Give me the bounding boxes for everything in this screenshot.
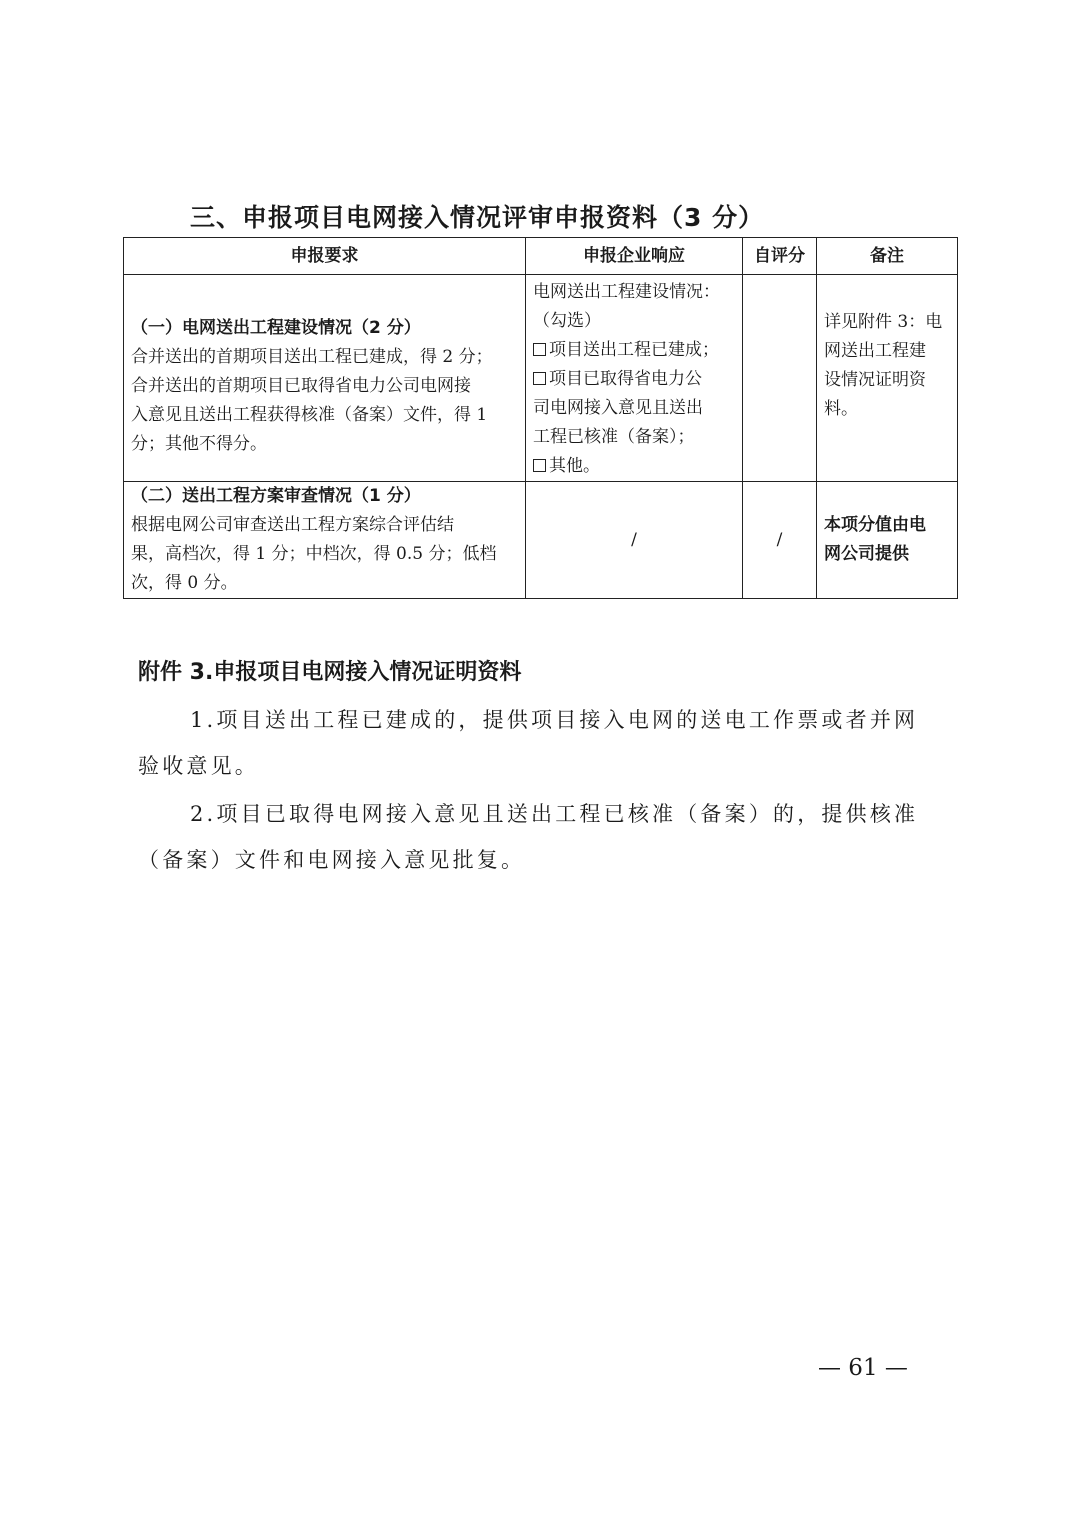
requirement-text-line: 入意见且送出工程获得核准（备案）文件，得 1 <box>131 404 488 425</box>
checkbox-other[interactable] <box>533 459 546 472</box>
requirement-title: （一）电网送出工程建设情况（2 分） <box>131 317 421 338</box>
remark-line: 网送出工程建 <box>824 341 926 361</box>
requirement-cell <box>124 482 526 599</box>
paragraph-line: 验收意见。 <box>138 754 259 778</box>
checkbox-approved[interactable] <box>533 372 546 385</box>
requirement-text-line: 根据电网公司审查送出工程方案综合评估结 <box>131 515 454 535</box>
checkbox-built[interactable] <box>533 343 546 356</box>
response-option[interactable] <box>533 452 736 481</box>
scoring-table <box>123 237 958 599</box>
header-remark: 备注 <box>817 238 958 275</box>
self-score-cell: / <box>743 482 817 599</box>
table-row <box>124 275 958 482</box>
paragraph-line: 1.项目送出工程已建成的，提供项目接入电网的送电工作票或者并网 <box>190 708 919 732</box>
header-self-score: 自评分 <box>743 238 817 275</box>
requirement-text-line: 分；其他不得分。 <box>131 433 267 454</box>
requirement-cell <box>124 275 526 482</box>
remark-line: 本项分值由电 <box>824 515 926 535</box>
requirement-text-line: 合并送出的首期项目送出工程已建成，得 2 分； <box>131 346 493 367</box>
attachment-paragraph-2 <box>138 791 948 883</box>
paragraph-line: 2.项目已取得电网接入意见且送出工程已核准（备案）的，提供核准 <box>190 802 919 826</box>
response-intro-line: （勾选） <box>533 311 601 331</box>
response-cell <box>526 275 743 482</box>
option-approved-label: 项目已取得省电力公 <box>549 369 702 389</box>
page-number: — 61 — <box>818 1355 908 1381</box>
option-built-label: 项目送出工程已建成； <box>549 340 719 360</box>
attachment-title: 附件 3.申报项目电网接入情况证明资料 <box>138 660 522 685</box>
paragraph-line: （备案）文件和电网接入意见批复。 <box>138 848 526 872</box>
header-response: 申报企业响应 <box>526 238 743 275</box>
remark-line: 料。 <box>824 399 858 419</box>
section-title: 三、申报项目电网接入情况评审申报资料（3 分） <box>190 203 765 232</box>
remark-line: 详见附件 3：电 <box>824 312 943 332</box>
table-header-row <box>124 238 958 275</box>
remark-line: 设情况证明资 <box>824 370 926 390</box>
requirement-title: （二）送出工程方案审查情况（1 分） <box>131 486 421 506</box>
self-score-cell <box>743 275 817 482</box>
header-requirement: 申报要求 <box>124 238 526 275</box>
remark-cell <box>817 275 958 482</box>
requirement-text-line: 合并送出的首期项目已取得省电力公司电网接 <box>131 375 471 396</box>
response-option-continuation: 司电网接入意见且送出 <box>533 398 703 418</box>
response-option-continuation: 工程已核准（备案）； <box>533 427 695 447</box>
table-row <box>124 482 958 599</box>
response-option[interactable] <box>533 336 736 365</box>
remark-line: 网公司提供 <box>824 544 909 564</box>
response-cell: / <box>526 482 743 599</box>
requirement-text-line: 果，高档次，得 1 分；中档次，得 0.5 分；低档 <box>131 544 497 564</box>
option-other-label: 其他。 <box>549 456 600 476</box>
response-intro-line: 电网送出工程建设情况： <box>533 282 720 302</box>
remark-cell <box>817 482 958 599</box>
response-option[interactable] <box>533 365 736 394</box>
requirement-text-line: 次，得 0 分。 <box>131 573 238 593</box>
attachment-paragraph-1 <box>138 697 948 789</box>
